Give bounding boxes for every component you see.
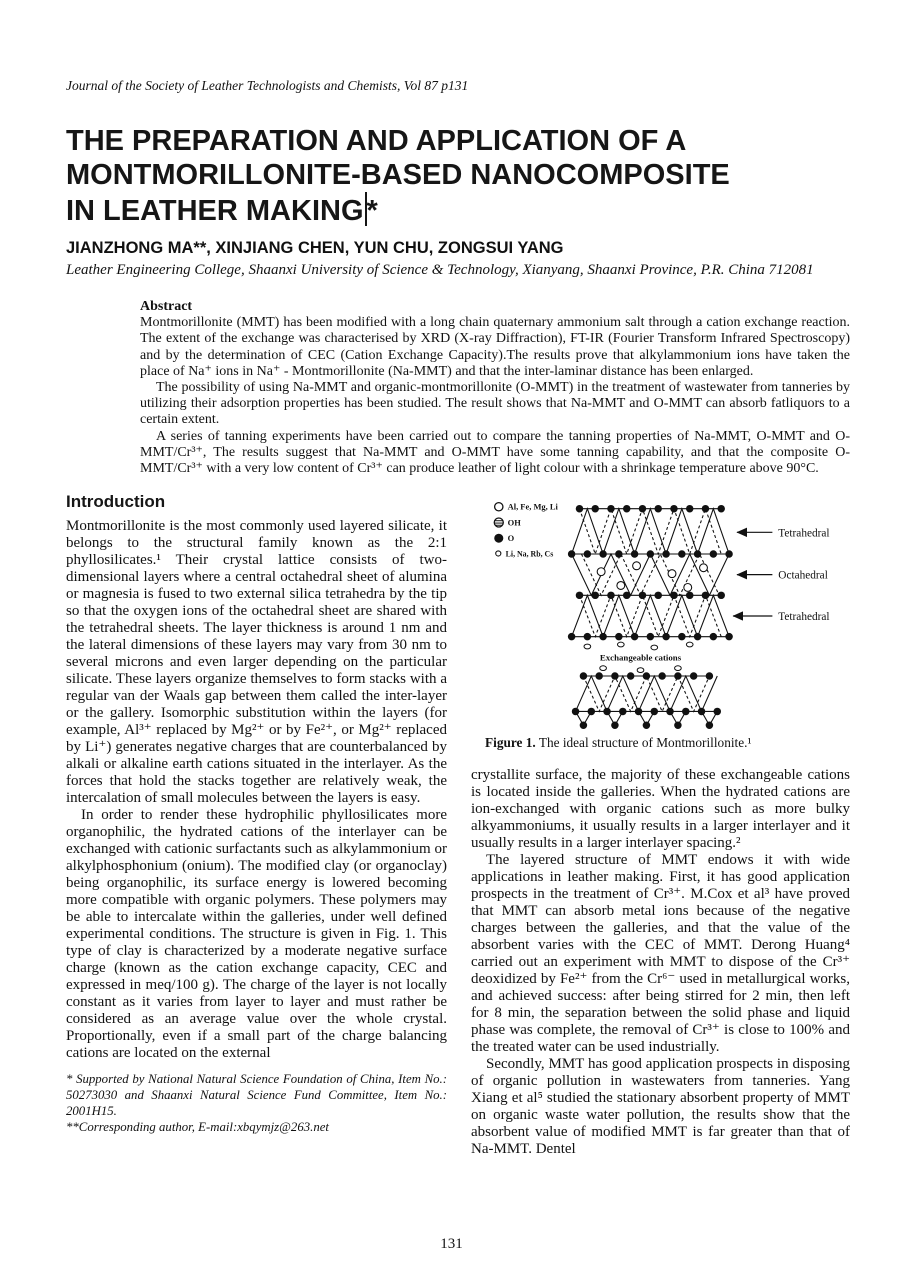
title-line-3: IN LEATHER MAKING * xyxy=(66,192,850,228)
introduction-heading: Introduction xyxy=(66,492,166,512)
abstract-paragraph: Montmorillonite (MMT) has been modified with a long chain quaternary ammonium salt through a cation exchange reaction. The extent of the exchange was characterised by XRD (X-ray Diffraction), FT-IR (Fourier Transform Infrared Spectroscopy) and by the determination of CEC (Cation Exchange Capacity).The results prove that alkylammonium ions have taken the place of Na⁺ ions in Na⁺ - Montmorillonite (Na-MMT) and that the inter-laminar distance has been enlarged. xyxy=(140,315,850,379)
layer-label-octahedral: Octahedral xyxy=(778,569,828,582)
figure-caption: Figure 1. The ideal structure of Montmorillonite.¹ xyxy=(485,735,752,751)
footnote-corresponding-author: **Corresponding author, E-mail:xbqymjz@263.net xyxy=(66,1120,329,1135)
layer-label-tetrahedral-bottom: Tetrahedral xyxy=(778,611,830,624)
title-line-1: THE PREPARATION AND APPLICATION OF A xyxy=(66,125,687,157)
body-paragraph: Montmorillonite is the most commonly used layered silicate, it belongs to the structural family known as the 2:1 phyllosilicates.¹ Their crystal lattice consists of two-dimensional layers where a central octahedral sheet of alumina or magnesia is fused to two external silica tetrahedra by the tip so that the oxygen ions of the octahedral sheet are shared with the tetrahedral sheets. The layer thickness is around 1 nm and the lateral dimensions of these layers may vary from 30 nm to several microns and even larger depending on the particular silicate. These layers organize themselves to form stacks with a regular van der Waals gap between them called the inter-layer or the gallery. Isomorphic substitution within the layers (for example, Al³⁺ replaced by Mg²⁺ or by Fe²⁺, or Mg²⁺ replaced by Li⁺) generates negative charges that are counterbalanced by alkali or alkaline earth cations situated in the interlayer. As the forces that hold the stacks together are relatively weak, the intercalation of small molecules between the layers is easy. xyxy=(66,518,447,807)
legend-label: Li, Na, Rb, Cs xyxy=(505,549,554,559)
montmorillonite-structure-figure xyxy=(485,495,859,735)
legend-label: OH xyxy=(507,517,521,528)
legend-small-circle-icon xyxy=(496,551,501,556)
legend-striped-circle-icon xyxy=(494,518,503,527)
right-column xyxy=(471,493,850,1158)
paper-title xyxy=(66,124,850,228)
authors-line: JIANZHONG MA**, XINJIANG CHEN, YUN CHU, ZONGSUI YANG xyxy=(66,239,564,257)
abstract-heading: Abstract xyxy=(140,299,193,314)
legend-filled-circle-icon xyxy=(494,534,503,543)
legend-label: O xyxy=(507,533,515,544)
footnotes xyxy=(66,1071,447,1135)
page-number: 131 xyxy=(440,1236,463,1252)
octahedral-sheet xyxy=(572,554,729,595)
body-paragraph: crystallite surface, the majority of these exchangeable cations is located inside the galleries. When the hydrated cations are ion-exchanged with organic cations such as more bulky alkyammoniums, it usually results in a larger interlayer and it usually results in a larger interlayer spacing.² xyxy=(471,767,850,852)
journal-header: Journal of the Society of Leather Technologists and Chemists, Vol 87 p131 xyxy=(66,78,469,93)
body-paragraph: The layered structure of MMT endows it with wide applications in leather making. First, it has good application prospects in the treatment of Cr³⁺. M.Cox et al³ have proved that MMT can absorb metal ions because of the negative charges between the galleries, and that the value of the absorbent varies with the CEC of MMT. Derong Huang⁴ carried out an experiment with MMT to dispose of the Cr³⁺ deoxidized by Fe²⁺ from the Cr⁶⁻ used in metallurgical works, and achieved success: after being stirred for 2 min, then left for 8 min, the separation between the solid phase and liquid phase was complete, the removal of Cr³⁺ is close to 100% and the treated water can be used industrially. xyxy=(471,852,850,1056)
affiliation-line: Leather Engineering College, Shaanxi University of Science & Technology, Xianyang, Shaanxi Province, P.R. China 712081 xyxy=(66,262,814,278)
figure-legend xyxy=(494,502,558,559)
title-footnote-marker: * xyxy=(366,195,378,227)
body-paragraph: Secondly, MMT has good application prospects in disposing of organic pollution in wastewaters from tanneries. Yang Xiang et al⁵ studied the stationary absorbent property of MMT on organic waste water pollution, the results show that the absorbent value of modified MMT is far greater than that of Na-MMT. Dentel xyxy=(471,1056,850,1158)
tetrahedral-sheet-lower xyxy=(572,673,721,730)
right-column-text xyxy=(471,767,850,1158)
abstract-section xyxy=(140,299,850,477)
exchangeable-cations-label: Exchangeable cations xyxy=(599,652,682,663)
two-column-body xyxy=(66,493,850,1158)
layer-annotations xyxy=(733,527,830,623)
footnote-support: * Supported by National Natural Science Foundation of China, Item No.: 50273030 and Shaanxi Natural Science Fund Committee, Item No.: 2001H15. xyxy=(66,1072,447,1119)
body-paragraph: In order to render these hydrophilic phyllosilicates more organophilic, the hydrated cations of the interlayer can be exchanged with cationic surfactants such as alkylammonium or alkylphosphonium (onium). The modified clay (or organoclay) being organophilic, its surface energy is lowered becoming more compatible with organic polymers. These polymers may be able to intercalate within the galleries, under well defined experimental conditions. The structure is given in Fig. 1. This type of clay is characterized by a moderate negative surface charge (known as the cation exchange capacity, CEC and expressed in meq/100 g). The charge of the layer is not locally constant as it varies from layer to layer and must rather be considered as an average value over the whole crystal. Proportionally, even if a small part of the charge balancing cations are located on the external xyxy=(66,807,447,1062)
title-line-2: MONTMORILLONITE-BASED NANOCOMPOSITE xyxy=(66,159,730,191)
figure-1 xyxy=(485,495,850,751)
layer-label-tetrahedral-top: Tetrahedral xyxy=(778,527,830,540)
abstract-paragraph: The possibility of using Na-MMT and organic-montmorillonite (O-MMT) in the treatment of wastewater from tanneries by utilizing their adsorption properties has been studied. The result shows that Na-MMT and O-MMT can absorb fatliquors to a certain extent. xyxy=(140,380,850,428)
abstract-paragraph: A series of tanning experiments have been carried out to compare the tanning properties of Na-MMT, O-MMT and O-MMT/Cr³⁺, The results suggest that Na-MMT and O-MMT have some tanning capability, and that the composite O-MMT/Cr³⁺ with a very low content of Cr³⁺ can produce leather of light colour with a shrinkage temperature above 90°C. xyxy=(140,428,850,477)
legend-label: Al, Fe, Mg, Li xyxy=(507,501,558,512)
legend-open-circle-icon xyxy=(495,503,503,511)
tetrahedral-sheet-bottom xyxy=(568,592,733,641)
tetrahedral-sheet-top xyxy=(568,505,733,558)
left-column xyxy=(66,493,447,1158)
